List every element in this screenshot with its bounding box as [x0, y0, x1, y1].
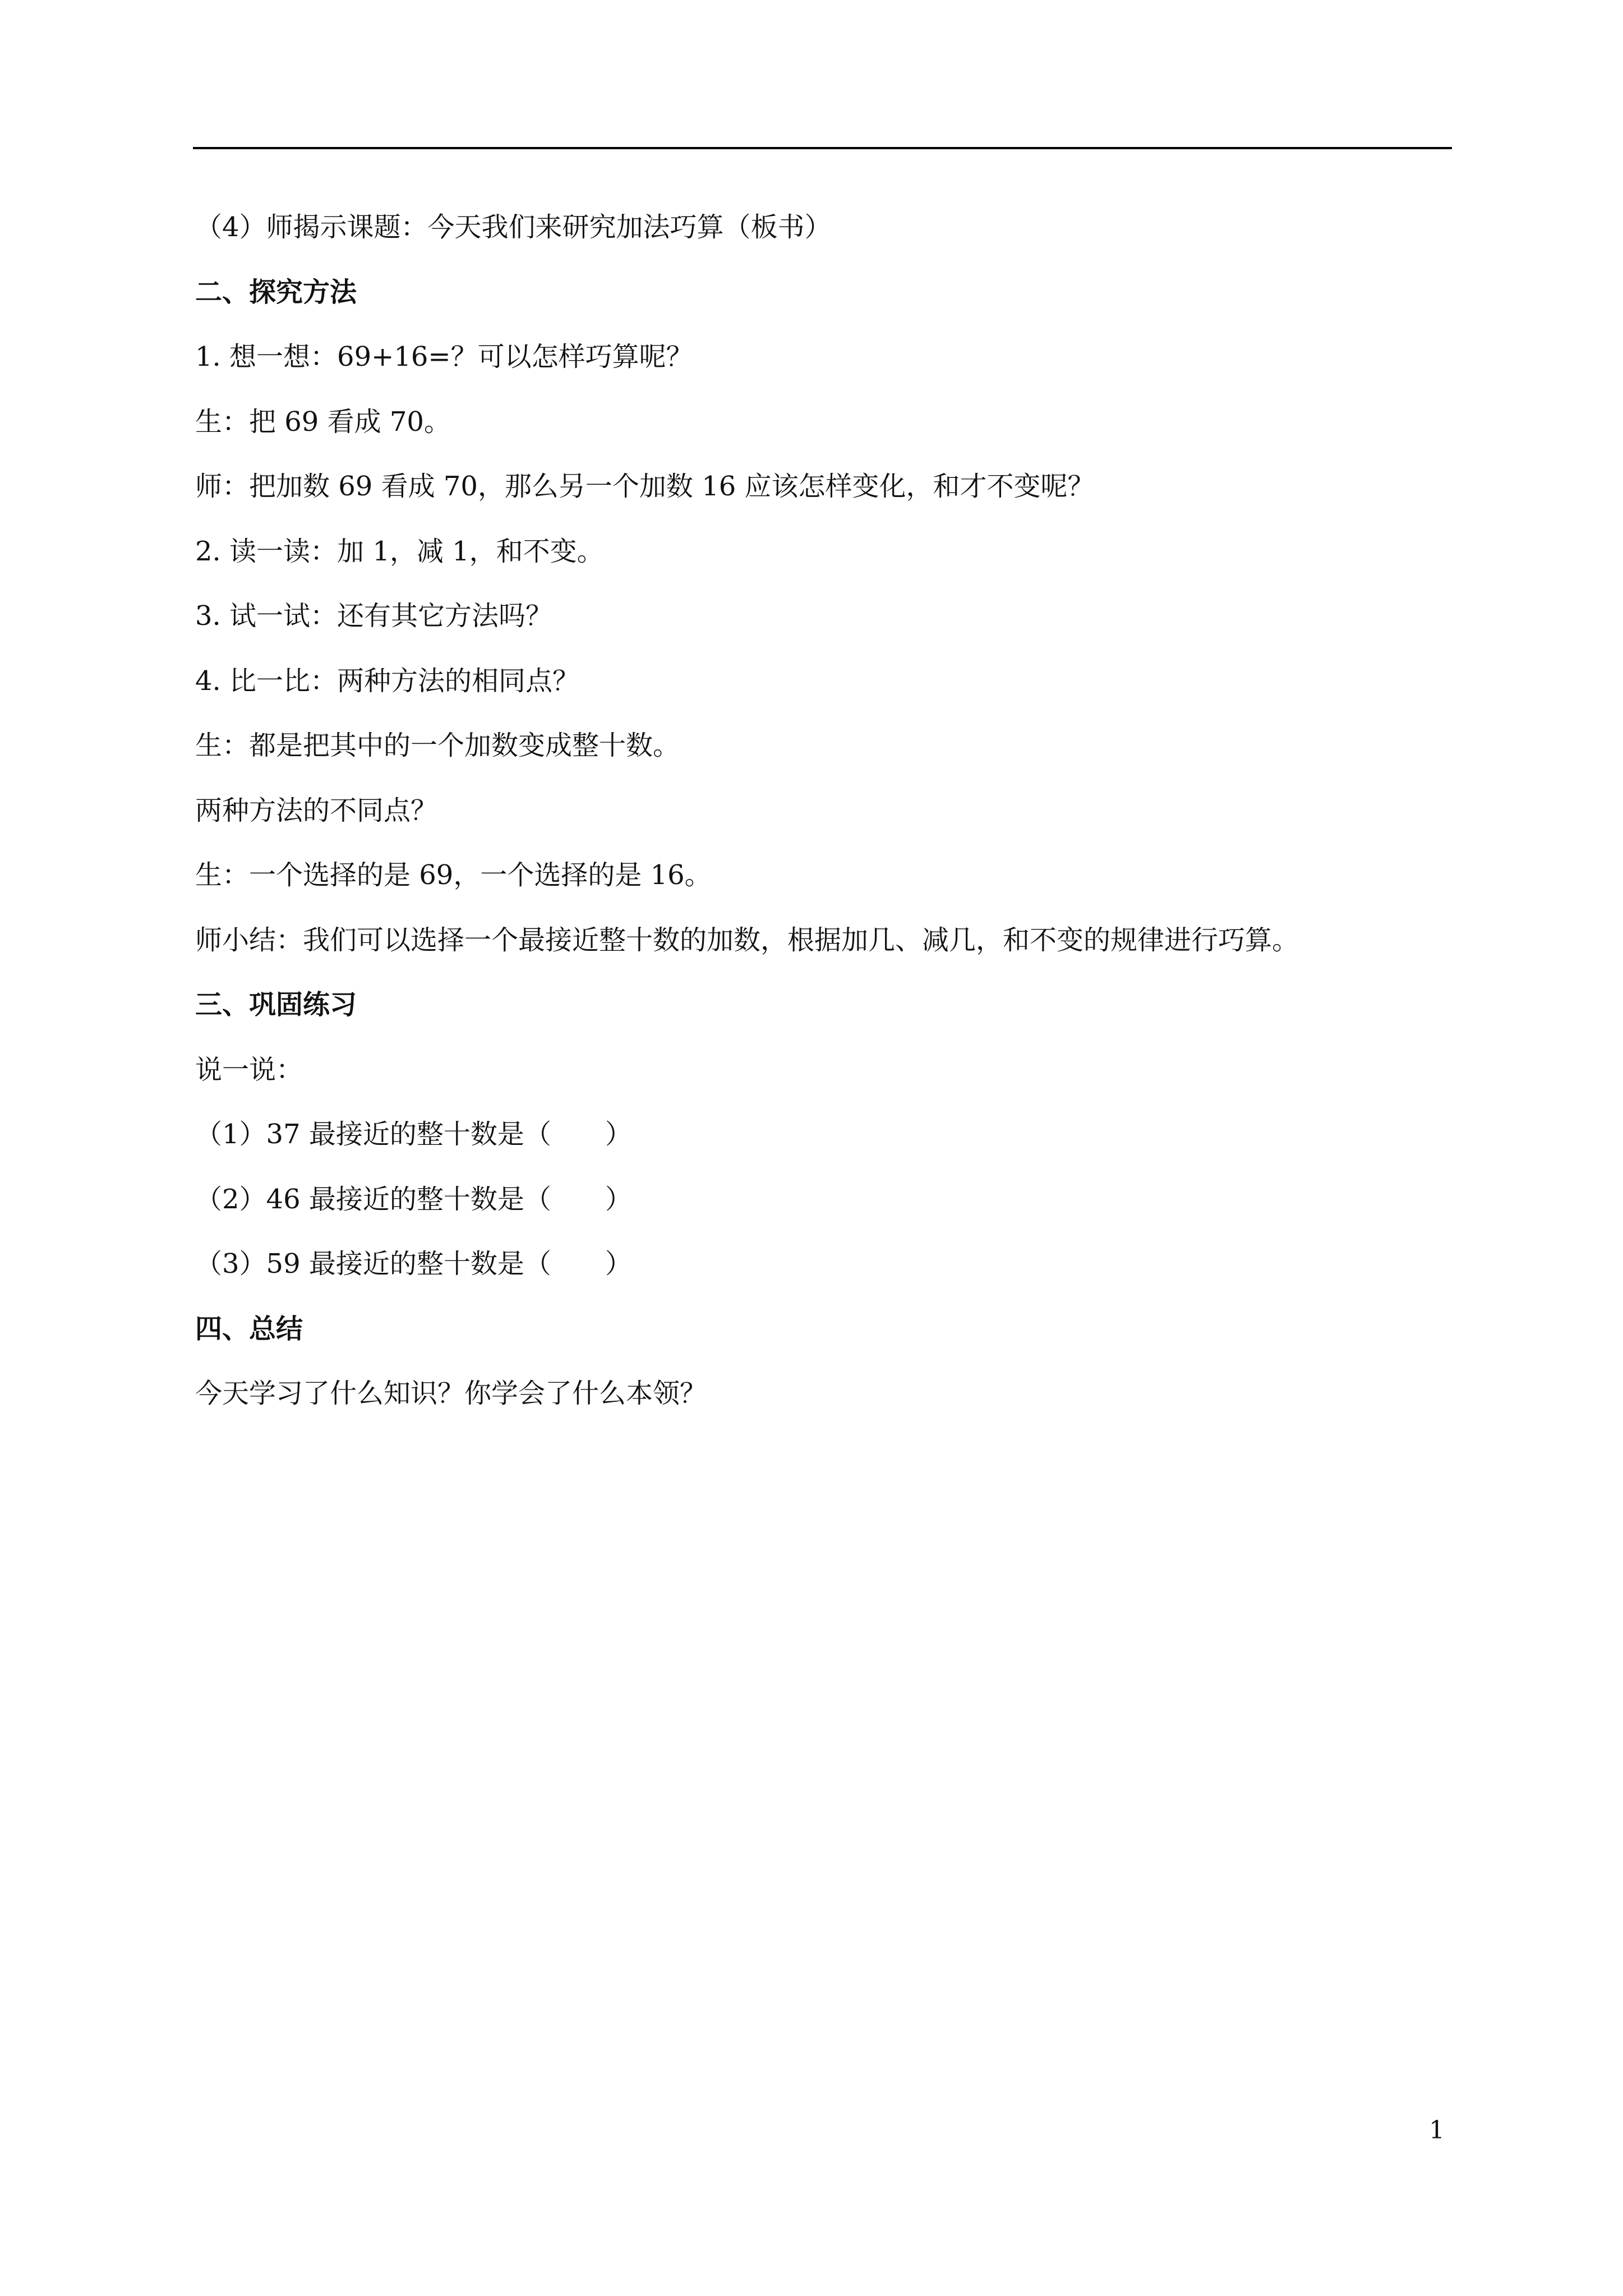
student-similarity-line: 生：都是把其中的一个加数变成整十数。	[195, 730, 680, 761]
student-difference-line: 生：一个选择的是 69，一个选择的是 16。	[195, 859, 712, 891]
page-number: 1	[1429, 2116, 1445, 2145]
step-3-line: 3. 试一试：还有其它方法吗？	[195, 600, 553, 632]
say-it-line: 说一说：	[195, 1053, 303, 1085]
step-1-line: 1. 想一想：69+16=？可以怎样巧算呢？	[195, 341, 693, 372]
step-4-line: 4. 比一比：两种方法的相同点？	[195, 665, 580, 697]
step-2-line: 2. 读一读：加 1，减 1，和不变。	[195, 535, 604, 567]
section-heading-practice: 三、巩固练习	[195, 989, 357, 1020]
exercise-3-line: （3）59 最接近的整十数是（ ）	[195, 1248, 632, 1280]
student-answer-line: 生：把 69 看成 70。	[195, 406, 451, 438]
teacher-question-line: 师：把加数 69 看成 70，那么另一个加数 16 应该怎样变化，和才不变呢？	[195, 471, 1095, 502]
exercise-2-line: （2）46 最接近的整十数是（ ）	[195, 1183, 632, 1215]
header-rule	[193, 147, 1452, 149]
section-heading-explore: 二、探究方法	[195, 276, 357, 308]
document-body	[195, 210, 1451, 1442]
exercise-1-line: （1）37 最接近的整十数是（ ）	[195, 1119, 632, 1150]
difference-question-line: 两种方法的不同点？	[195, 794, 438, 826]
topic-line: （4）师揭示课题：今天我们来研究加法巧算（板书）	[195, 211, 832, 243]
section-heading-summary: 四、总结	[195, 1313, 303, 1345]
teacher-summary-line: 师小结：我们可以选择一个最接近整十数的加数，根据加几、减几，和不变的规律进行巧算。	[195, 924, 1299, 956]
summary-question-line: 今天学习了什么知识？你学会了什么本领？	[195, 1378, 707, 1409]
